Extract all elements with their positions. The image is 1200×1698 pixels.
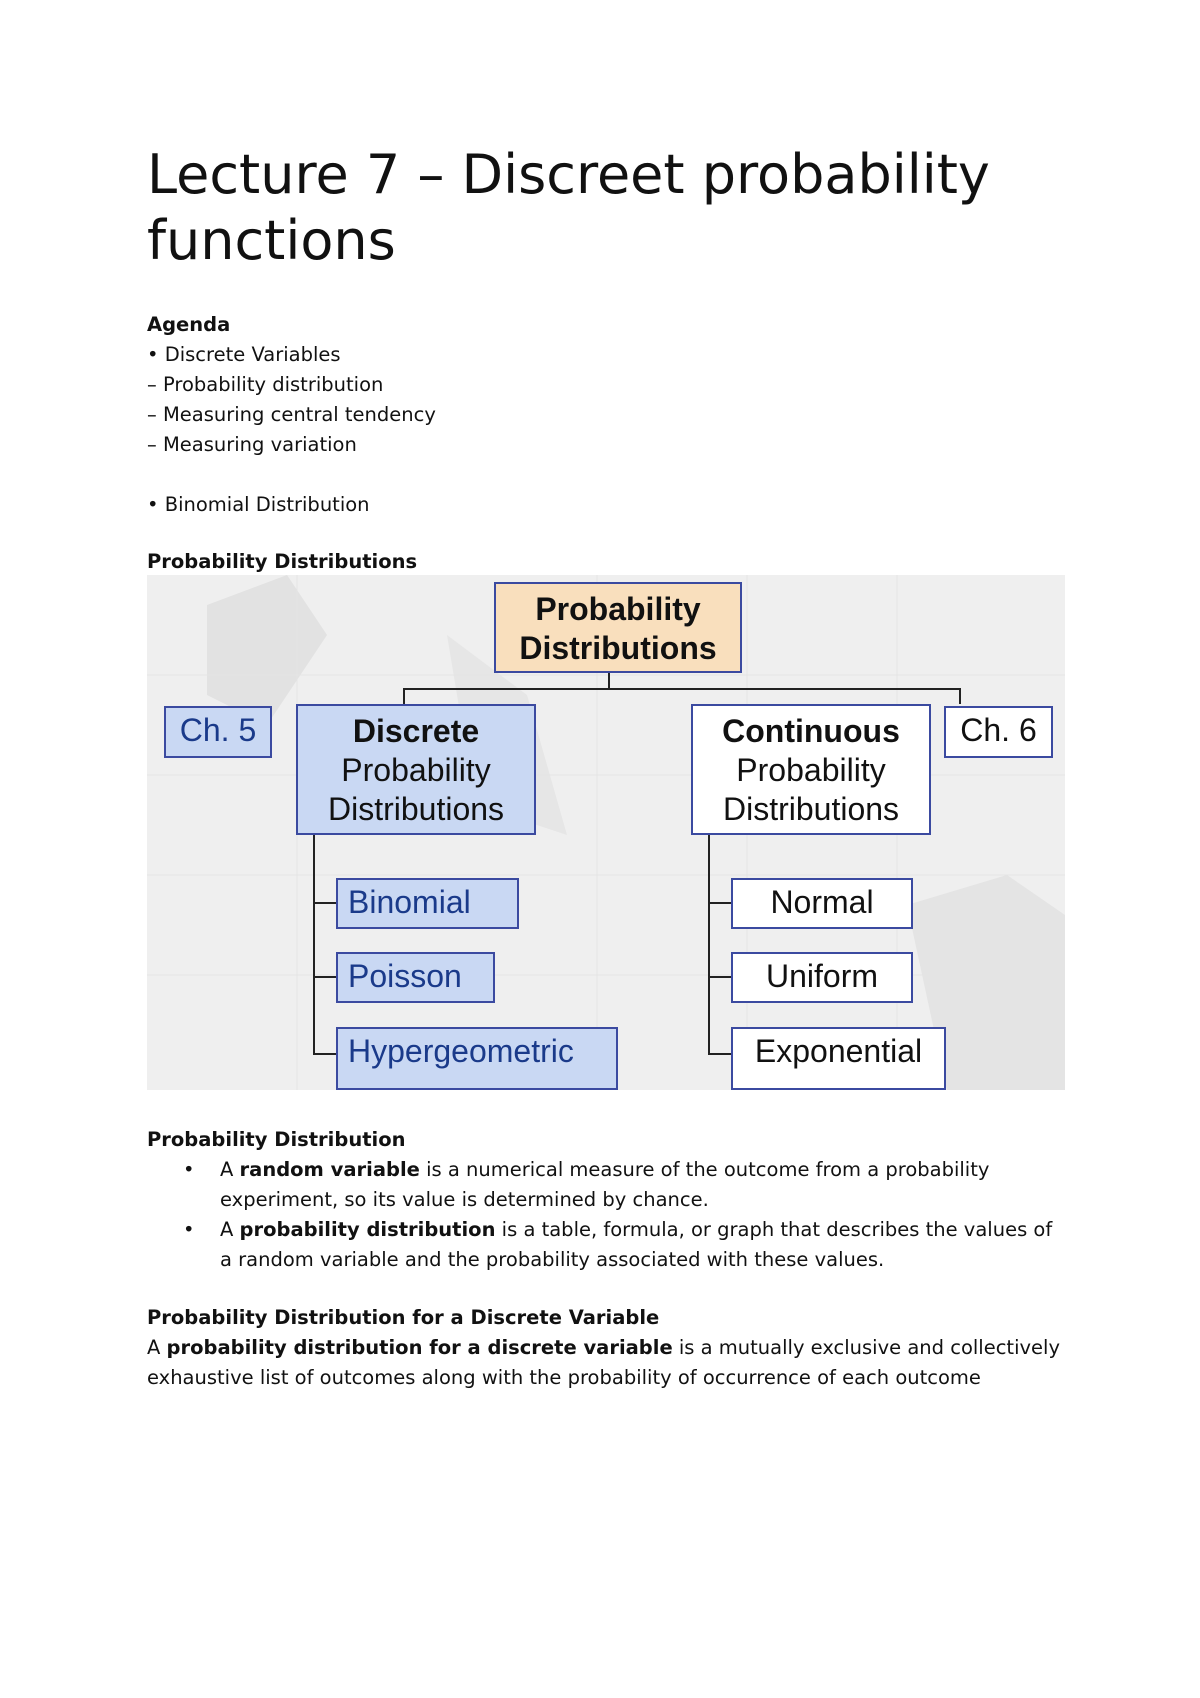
- definition-item: [147, 1215, 1067, 1275]
- text-run: is a mutually exclusive and collectively exhaustive list of outcomes along with the probability of occurrence of each outcome: [147, 1336, 1060, 1389]
- root-node: [494, 582, 742, 673]
- connector-line: [313, 902, 337, 904]
- connector-line: [403, 688, 961, 690]
- leaf-normal: Normal: [731, 878, 913, 929]
- agenda-item: • Discrete Variables: [147, 343, 341, 366]
- agenda-item: – Measuring variation: [147, 433, 357, 456]
- leaf-binomial: Binomial: [336, 878, 519, 929]
- agenda-item: – Probability distribution: [147, 373, 384, 396]
- section-heading: Probability Distribution for a Discrete Variable: [147, 1306, 660, 1329]
- agenda-item: • Binomial Distribution: [147, 493, 370, 516]
- ch6-label: Ch. 6: [944, 706, 1053, 758]
- connector-line: [403, 688, 405, 704]
- connector-line: [313, 976, 337, 978]
- paragraph: [147, 1333, 1067, 1393]
- leaf-exponential: Exponential: [731, 1027, 946, 1090]
- definition-list: [147, 1155, 1067, 1275]
- connector-line: [608, 671, 610, 689]
- definition-item: [147, 1155, 1067, 1215]
- agenda-section: [147, 310, 436, 520]
- agenda-item: – Measuring central tendency: [147, 403, 436, 426]
- connector-line: [959, 688, 961, 704]
- section-heading: Probability Distribution: [147, 1128, 406, 1151]
- text-run: is a table, formula, or graph that describes the values of a random variable and the probability associated with these values.: [220, 1218, 1053, 1271]
- discrete-node-line3: Distributions: [327, 791, 505, 827]
- bold-term: probability distribution for a discrete variable: [166, 1336, 673, 1359]
- continuous-node-line3: Distributions: [722, 791, 900, 827]
- text-run: is a numerical measure of the outcome from a probability experiment, so its value is determined by chance.: [220, 1158, 990, 1211]
- leaf-hypergeometric: Hypergeometric: [336, 1027, 618, 1090]
- connector-line: [313, 1053, 337, 1055]
- connector-line: [708, 976, 732, 978]
- discrete-node: [296, 704, 536, 835]
- connector-line: [708, 833, 710, 1055]
- agenda-heading: Agenda: [147, 313, 231, 336]
- section-heading-probability-distributions: Probability Distributions: [147, 550, 418, 573]
- page-title: Lecture 7 – Discreet probability functions: [147, 143, 990, 272]
- leaf-poisson: Poisson: [336, 952, 495, 1003]
- continuous-node: [691, 704, 931, 835]
- text-run: A: [147, 1336, 167, 1359]
- text-run: A: [220, 1218, 240, 1241]
- bold-term: random variable: [239, 1158, 420, 1181]
- agenda-spacer: [147, 460, 436, 490]
- bullet-icon: •: [183, 1158, 195, 1181]
- connector-line: [708, 902, 732, 904]
- continuous-node-line2: Probability: [736, 752, 886, 788]
- root-node-line2: Distributions: [519, 630, 717, 666]
- bold-term: probability distribution: [239, 1218, 496, 1241]
- probability-distribution-section: [147, 1125, 1067, 1275]
- text-run: A: [220, 1158, 240, 1181]
- continuous-node-line1: Continuous: [722, 713, 900, 749]
- probability-distributions-diagram: [147, 575, 1065, 1090]
- bullet-icon: •: [183, 1218, 195, 1241]
- root-node-line1: Probability: [535, 591, 701, 627]
- leaf-uniform: Uniform: [731, 952, 913, 1003]
- ch5-label: Ch. 5: [164, 706, 272, 758]
- connector-line: [313, 833, 315, 1055]
- discrete-node-line2: Probability: [341, 752, 491, 788]
- connector-line: [708, 1053, 732, 1055]
- discrete-node-line1: Discrete: [352, 713, 480, 749]
- discrete-variable-section: [147, 1303, 1067, 1393]
